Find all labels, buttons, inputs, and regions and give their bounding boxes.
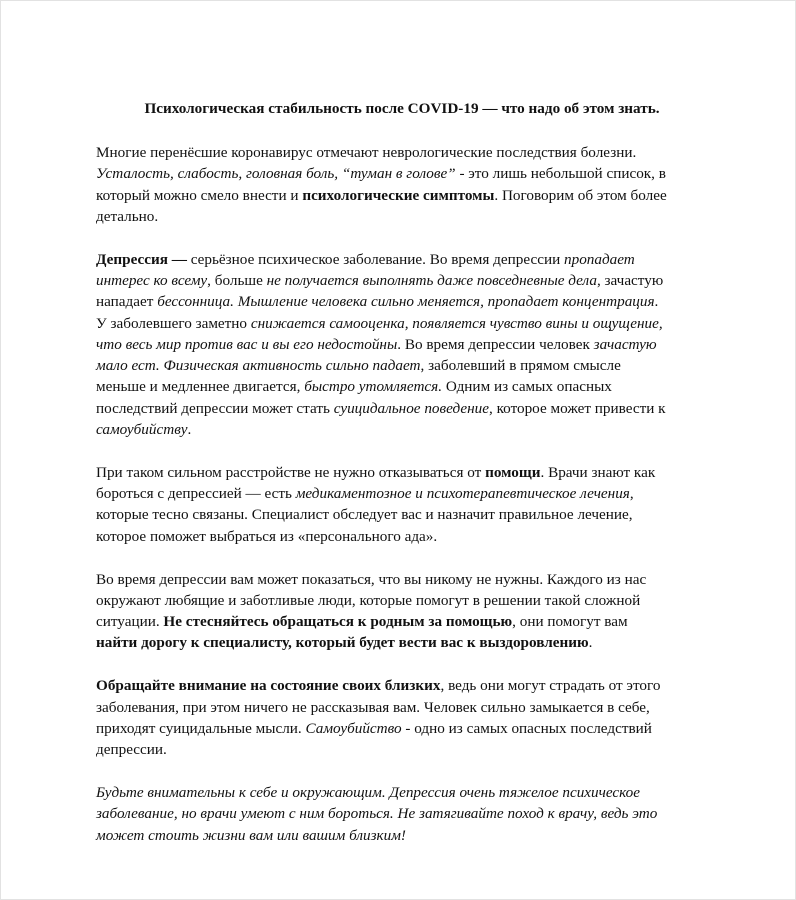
text-run: приходят суицидальные мысли. (96, 719, 306, 737)
text-line (96, 675, 708, 696)
text-run: При таком сильном расстройстве не нужно отказываться от (96, 463, 486, 481)
text-run: . Врачи знают как (540, 463, 656, 481)
text-line (96, 142, 708, 163)
article (96, 1, 708, 846)
text-run: серьёзное психическое заболевание. Во время депрессии (186, 250, 564, 268)
italic-run: зачастую (593, 335, 657, 353)
italic-run: не получается выполнять даже повседневные дела (266, 271, 597, 289)
text-run: , (629, 485, 634, 503)
text-run: - одно из самых опасных последствий (401, 719, 652, 737)
text-run: депрессии. (96, 741, 167, 759)
paragraph-depression (96, 249, 708, 441)
text-run: которое поможет выбраться из «персонального ада». (96, 527, 438, 545)
text-line (96, 376, 708, 397)
text-line (96, 419, 708, 440)
text-line (96, 803, 708, 824)
italic-run: может стоить жизни вам или вашим близким! (96, 826, 406, 844)
bold-run: найти дорогу к специалисту, который будет вести вас к выздоровлению (96, 634, 589, 652)
italic-run: что весь мир против вас и вы его недостойны (96, 335, 398, 353)
italic-run: медикаментозное и психотерапевтическое лечения (295, 485, 630, 503)
text-line (96, 462, 708, 483)
text-run: , заболевший в прямом смысле (420, 357, 621, 375)
text-run: У заболевшего заметно (96, 314, 251, 332)
text-line (96, 590, 708, 611)
italic-run: суицидальное поведение (333, 399, 489, 417)
text-line (96, 718, 708, 739)
bold-run: помощи (485, 463, 541, 481)
text-line (96, 782, 708, 803)
italic-run: заболевание, но врачи умеют с ним бороться. Не затягивайте поход к врачу, ведь это (96, 805, 658, 823)
text-run: - это лишь небольшой список, в (455, 165, 666, 183)
italic-run: пропадает (564, 250, 635, 268)
bold-run: Не стесняйтесь обращаться к родным за помощью (163, 613, 513, 631)
text-run: которые тесно связаны. Специалист обследует вас и назначит правильное лечение, (96, 506, 633, 524)
text-run: . Поговорим об этом более (494, 186, 667, 204)
text-line (96, 504, 708, 525)
text-run: Одним из самых опасных (442, 378, 612, 396)
text-run: . (654, 293, 659, 311)
text-line (96, 313, 708, 334)
text-line (96, 334, 708, 355)
text-run: который можно смело внести и (96, 186, 303, 204)
text-line (96, 697, 708, 718)
text-run: , больше (207, 271, 267, 289)
text-line (96, 398, 708, 419)
text-line (96, 483, 708, 504)
italic-run: снижается самооценка, появляется чувство вины и ощущение, (250, 314, 663, 332)
text-line (96, 611, 708, 632)
paragraph-support (96, 569, 708, 654)
paragraph-intro (96, 142, 708, 227)
text-line (96, 249, 708, 270)
text-line (96, 163, 708, 184)
text-line (96, 206, 708, 227)
bold-run: психологические симптомы (302, 186, 495, 204)
text-run: , ведь они могут страдать от этого (440, 677, 661, 695)
text-run: . Во время депрессии человек (397, 335, 594, 353)
italic-run: интерес ко всему (96, 271, 208, 289)
paragraph-help (96, 462, 708, 547)
bold-run: Депрессия — (96, 250, 187, 268)
text-line (96, 632, 708, 653)
text-run: , они помогут вам (512, 613, 628, 631)
text-run: нападает (96, 293, 158, 311)
text-run: Во время депрессии вам может показаться, что вы никому не нужны. Каждого из нас (96, 570, 647, 588)
italic-run: Самоубийство (305, 719, 402, 737)
text-line (96, 355, 708, 376)
text-line (96, 291, 708, 312)
text-run: меньше и медленнее двигается, (96, 378, 305, 396)
text-run: . (588, 634, 593, 652)
text-run: заболевания, при этом ничего не рассказывая вам. Человек сильно замыкается в себе, (96, 698, 650, 716)
italic-run: Будьте внимательны к себе и окружающим. Депрессия очень тяжелое психическое (96, 783, 641, 801)
text-run: , зачастую (596, 271, 664, 289)
italic-run: быстро утомляется. (304, 378, 443, 396)
text-line (96, 825, 708, 846)
text-run: бороться с депрессией — есть (96, 485, 296, 503)
paragraph-attention (96, 675, 708, 760)
text-line (96, 569, 708, 590)
text-line (96, 185, 708, 206)
text-line (96, 270, 708, 291)
text-run: окружают любящие и заботливые люди, которые помогут в решении такой сложной (96, 591, 641, 609)
italic-run: Усталость, слабость, головная боль, “туман в голове” (96, 165, 456, 183)
text-run: Многие перенёсшие коронавирус отмечают неврологические последствия болезни. (96, 144, 637, 161)
italic-run: самоубийству (96, 421, 188, 439)
text-run: . (187, 421, 192, 439)
text-run: детально. (96, 207, 159, 225)
text-run: , которое может привести к (488, 399, 666, 417)
text-line (96, 526, 708, 547)
italic-run: мало ест. Физическая активность сильно падает (96, 357, 421, 375)
text-line (96, 739, 708, 760)
text-run: последствий депрессии может стать (96, 399, 334, 417)
paragraph-conclusion (96, 782, 708, 846)
text-run: ситуации. (96, 613, 164, 631)
italic-run: бессонница. Мышление человека сильно меняется, пропадает концентрация (157, 293, 655, 311)
article-title: Психологическая стабильность после COVID-19 — что надо об этом знать. (144, 100, 660, 117)
bold-run: Обращайте внимание на состояние своих близких (96, 677, 441, 695)
